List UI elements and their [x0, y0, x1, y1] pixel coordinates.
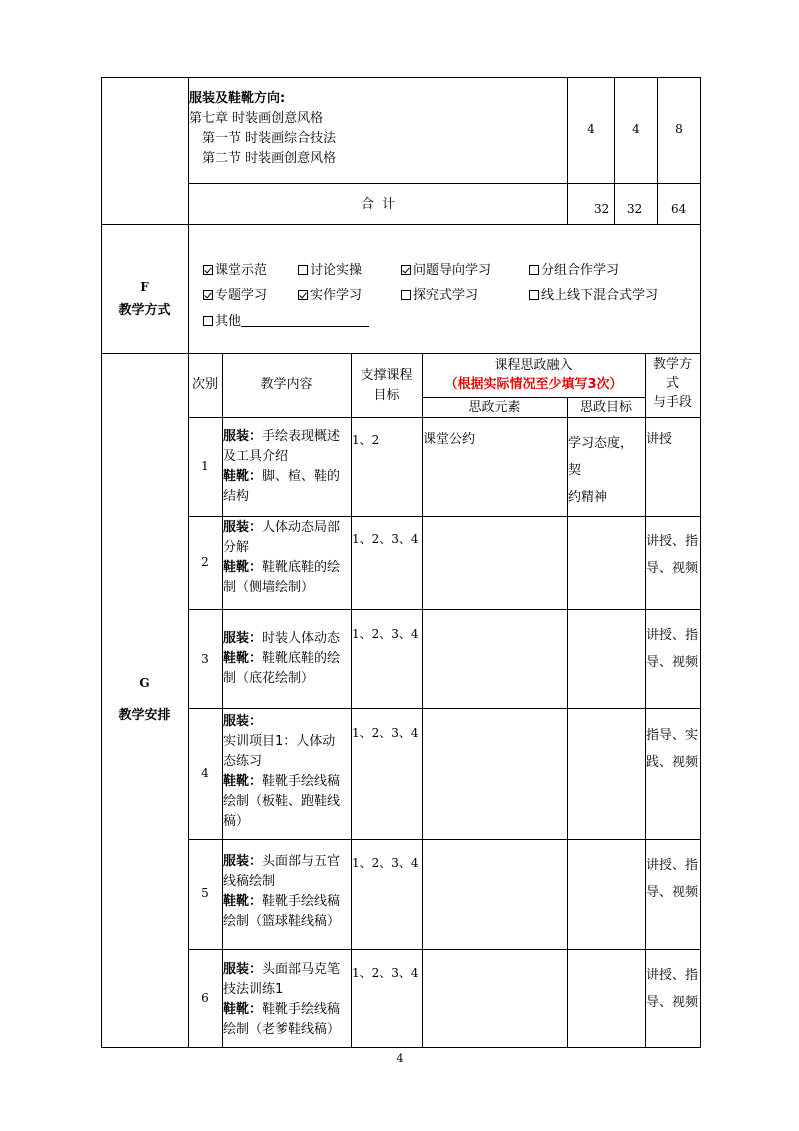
row-index: 6	[201, 991, 209, 1005]
chapter-line: 第七章 时装画创意风格	[189, 111, 324, 126]
checkbox-icon[interactable]	[203, 316, 213, 326]
header-ideology: 课程思政融入	[494, 358, 573, 373]
row-content: 服装：手绘表现概述 及工具介绍 鞋靴：脚、楦、鞋的 结构	[223, 429, 341, 504]
option-class-demo[interactable]: 课堂示范	[203, 262, 267, 280]
option-inquiry[interactable]: 探究式学习	[401, 287, 478, 305]
row-goals: 1、2、3、4	[352, 856, 419, 870]
page-number: 4	[396, 1052, 404, 1065]
row-index: 5	[201, 886, 209, 900]
row-index: 1	[201, 459, 209, 473]
option-blended[interactable]: 线上线下混合式学习	[529, 287, 658, 305]
checkbox-icon[interactable]	[203, 265, 213, 275]
option-group-work[interactable]: 分组合作学习	[529, 262, 619, 280]
header-index: 次别	[191, 377, 218, 392]
row-index: 2	[201, 555, 209, 569]
checkbox-icon[interactable]	[203, 290, 213, 300]
row-content: 服装：时装人体动态 鞋靴：鞋靴底鞋的绘 制（底花绘制）	[223, 631, 341, 686]
row-method: 讲授、指 导、视频	[646, 628, 699, 670]
section-g-title: 教学安排	[118, 708, 171, 723]
row-goals: 1、2、3、4	[352, 726, 419, 740]
row-method: 指导、实 践、视频	[646, 728, 699, 770]
checkbox-icon[interactable]	[529, 290, 539, 300]
checkbox-icon[interactable]	[401, 290, 411, 300]
row-content: 服装：头面部与五官 线稿绘制 鞋靴：鞋靴手绘线稿 绘制（篮球鞋线稿）	[223, 854, 341, 929]
other-blank-line[interactable]	[241, 312, 369, 327]
row-goals: 1、2、3、4	[352, 532, 419, 546]
section-f-letter: F	[140, 280, 149, 294]
header-content: 教学内容	[260, 377, 313, 392]
total-cell-1: 32	[594, 202, 610, 216]
row-method: 讲授、指 导、视频	[646, 858, 699, 900]
header-method: 教学方 式 与手段	[652, 357, 692, 410]
option-practice[interactable]: 实作学习	[298, 287, 362, 305]
row-content: 服装：头面部马克笔 技法训练1 鞋靴：鞋靴手绘线稿 绘制（老爹鞋线稿）	[223, 962, 341, 1037]
chapter-content	[189, 89, 564, 169]
hours-cell-1: 4	[587, 122, 595, 136]
header-element: 思政元素	[468, 400, 521, 415]
row-content: 服装：人体动态局部 分解 鞋靴：鞋靴底鞋的绘 制（侧墙绘制）	[223, 520, 341, 595]
hours-cell-2: 4	[632, 122, 640, 136]
header-target: 思政目标	[579, 400, 632, 415]
option-other[interactable]: 其他	[203, 312, 369, 331]
chapter-line: 第二节 时装画创意风格	[189, 151, 337, 166]
row-method: 讲授、指 导、视频	[646, 968, 699, 1010]
chapter-heading: 服装及鞋靴方向:	[189, 91, 286, 106]
option-problem-based[interactable]: 问题导向学习	[401, 262, 491, 280]
row-goals: 1、2、3、4	[352, 966, 419, 980]
row-content: 服装： 实训项目1：人体动 态练习 鞋靴：鞋靴手绘线稿 绘制（板鞋、跑鞋线 稿）	[223, 714, 341, 829]
row-method: 讲授、指 导、视频	[646, 534, 699, 576]
total-label: 合 计	[360, 197, 396, 212]
checkbox-icon[interactable]	[298, 290, 308, 300]
checkbox-icon[interactable]	[298, 265, 308, 275]
hours-cell-3: 8	[675, 122, 683, 136]
section-g-letter: G	[139, 676, 150, 690]
header-goals: 支撑课程 目标	[360, 368, 413, 403]
checkbox-icon[interactable]	[401, 265, 411, 275]
row-index: 3	[201, 652, 209, 666]
header-ideology-note: （根据实际情况至少填写3次）	[444, 377, 623, 392]
total-cell-3: 64	[671, 202, 687, 216]
row-target: 学习态度，契 约精神	[568, 436, 634, 505]
total-cell-2: 32	[627, 202, 643, 216]
section-f-title: 教学方式	[118, 303, 171, 318]
option-topic-study[interactable]: 专题学习	[203, 287, 267, 305]
row-index: 4	[201, 766, 209, 780]
option-discussion[interactable]: 讨论实操	[298, 262, 362, 280]
row-method: 讲授	[646, 432, 673, 447]
row-goals: 1、2	[352, 433, 380, 447]
chapter-line: 第一节 时装画综合技法	[189, 131, 337, 146]
checkbox-icon[interactable]	[529, 265, 539, 275]
row-goals: 1、2、3、4	[352, 627, 419, 641]
row-element: 课堂公约	[423, 432, 476, 447]
